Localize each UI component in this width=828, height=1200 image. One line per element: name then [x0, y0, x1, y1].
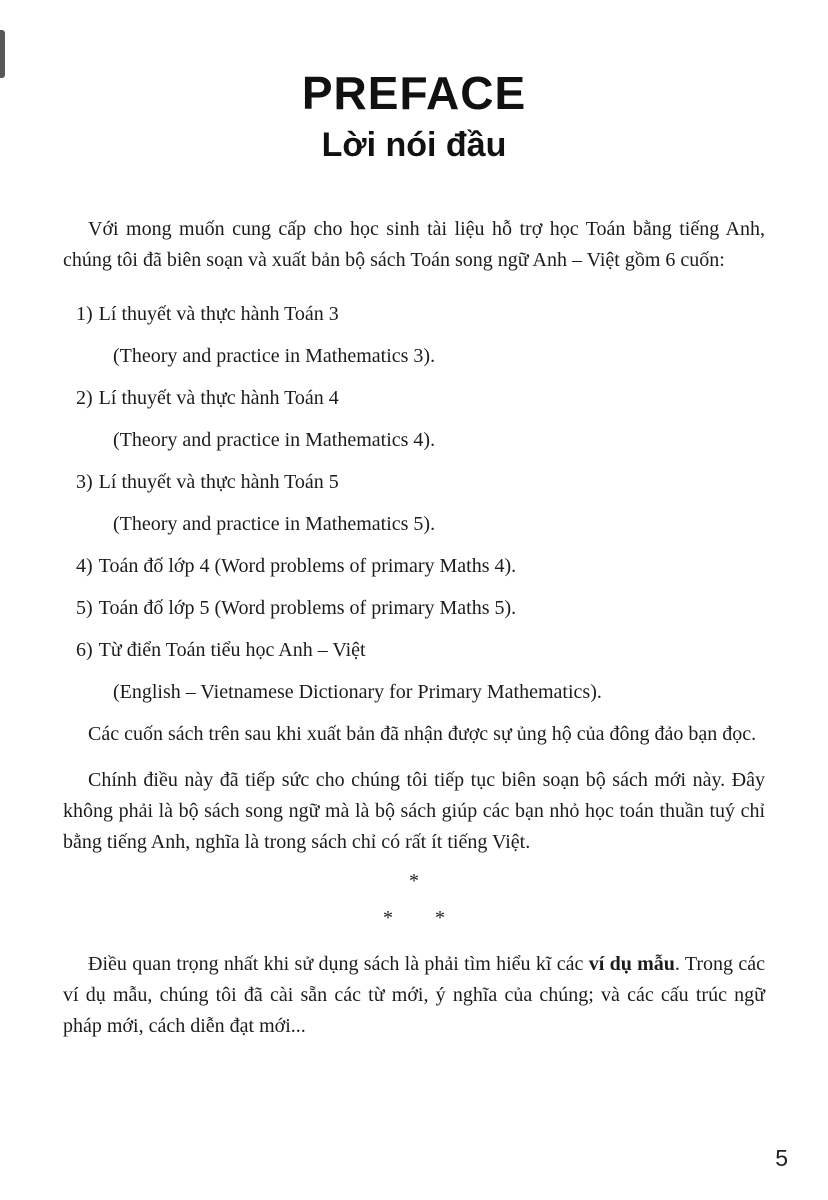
intro-paragraph: Với mong muốn cung cấp cho học sinh tài liệu hỗ trợ học Toán bằng tiếng Anh, chúng tôi đã biên soạn và xuất bản bộ sách Toán song ngữ Anh – Việt gồm 6 cuốn:	[63, 217, 765, 271]
closing-text-pre: Điều quan trọng nhất khi sử dụng sách là phải tìm hiểu kĩ các	[88, 952, 589, 975]
list-item	[63, 635, 765, 666]
list-item	[63, 593, 765, 624]
list-item-translation: (Theory and practice in Mathematics 3).	[113, 344, 436, 367]
closing-paragraph	[63, 949, 765, 1042]
book-list	[63, 299, 765, 708]
closing-text-bold: ví dụ mẫu	[588, 952, 675, 975]
list-item-title-vi: Toán đố lớp 5 (Word problems of primary Maths 5).	[98, 596, 517, 619]
list-item-translation: (Theory and practice in Mathematics 5).	[113, 512, 436, 535]
list-item-number: 3)	[76, 470, 93, 493]
list-item-number: 5)	[76, 596, 93, 619]
list-item-number: 2)	[76, 386, 93, 409]
list-item-title-vi: Lí thuyết và thực hành Toán 4	[98, 386, 339, 409]
continuation-paragraph: Chính điều này đã tiếp sức cho chúng tôi tiếp tục biên soạn bộ sách mới này. Đây không phải là bộ sách song ngữ mà là bộ sách giúp các bạn nhỏ học toán thuần tuý chỉ bằng tiếng Anh, nghĩa là trong sách chỉ có rất ít tiếng Việt.	[63, 768, 765, 853]
page-subtitle: Lời nói đầu	[321, 125, 507, 164]
list-item-translation: (Theory and practice in Mathematics 4).	[113, 428, 436, 451]
list-item	[63, 467, 765, 498]
list-item-number: 4)	[76, 554, 93, 577]
star-separator	[63, 871, 765, 928]
star-bottom-row	[63, 908, 765, 928]
list-item	[63, 551, 765, 582]
list-item-number: 6)	[76, 638, 93, 661]
list-item-title-vi: Lí thuyết và thực hành Toán 5	[98, 470, 339, 493]
page-number: 5	[775, 1145, 788, 1171]
scan-artifact	[0, 30, 5, 78]
list-item-title-vi: Toán đố lớp 4 (Word problems of primary Maths 4).	[98, 554, 517, 577]
list-item	[63, 383, 765, 414]
list-item-title-vi: Từ điển Toán tiểu học Anh – Việt	[98, 638, 366, 661]
list-item-translation: (English – Vietnamese Dictionary for Primary Mathematics).	[113, 680, 602, 703]
feedback-paragraph: Các cuốn sách trên sau khi xuất bản đã nhận được sự ủng hộ của đông đảo bạn đọc.	[88, 722, 757, 745]
star-top: *	[409, 869, 419, 892]
list-item	[63, 299, 765, 330]
page-title: PREFACE	[301, 67, 527, 119]
list-item-title-vi: Lí thuyết và thực hành Toán 3	[98, 302, 339, 325]
list-item-number: 1)	[76, 302, 93, 325]
closing-text-post: . Trong các ví dụ mẫu, chúng tôi đã cài sẵn các từ mới, ý nghĩa của chúng; và các cấu trúc ngữ pháp mới, cách diễn đạt mới...	[63, 952, 765, 1037]
star-bottom-left: *	[383, 906, 393, 929]
star-bottom-right: *	[435, 906, 445, 929]
